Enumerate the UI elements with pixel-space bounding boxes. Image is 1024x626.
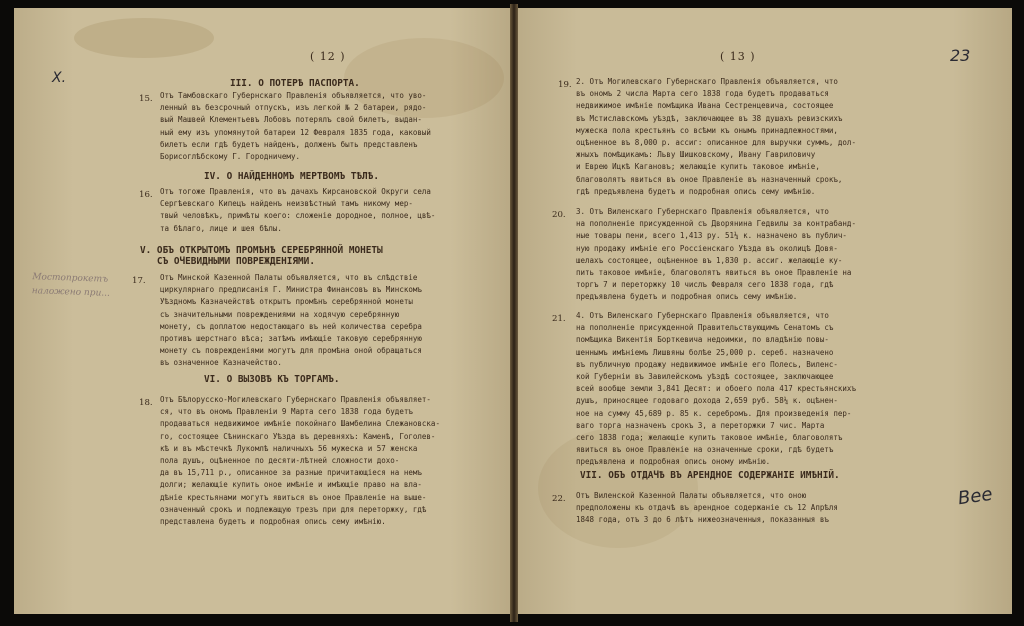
paragraph: 2. Отъ Могилевскаго Губернскаго Правленія объявляется, что въ ономъ 2 числа Марта сего 1838 года будетъ продаваться недвижимое имѣніе помѣщика Ивана Сестренцевича, состоящее въ Мстиславскомъ уѣздѣ, заключающее въ 38 душахъ ревизскихъ мужеска пола крестьянъ со всѣми къ онымъ принадлежностями, оцѣненное въ 8,000 р. ассиг: описанное для выручки суммъ, дол- жныхъ помѣщикамъ: Льву Шишковскому, Ивану Гавриловичу и Еврею Ицкѣ Кагановъ; желающіе купить таковое имѣніе, благоволятъ явиться въ оное Правленіе въ назначенный срокъ, гдѣ предъявлена будетъ и подробная опись сему имѣнію. xyxy=(576,77,856,196)
section-heading: VII. ОБЪ ОТДАЧѢ ВЪ АРЕНДНОЕ СОДЕРЖАНІЕ ИМѢНІЙ. xyxy=(580,470,840,481)
paragraph: Отъ Минской Казенной Палаты объявляется, что въ слѣдствіе циркулярнаго предписанія Г. Министра Финансовъ въ Минскомъ Уѣздномъ Казначействѣ открытъ промѣнъ серебрянной монеты съ значительными повреждениями на ходячую серебрянную монету, съ доплатою недостающаго въ ней количества серебра противъ шерстнаго вѣса; затѣмъ имѣющіе таковую серебрянную монету съ поврежденіями могутъ для промѣна оной обращаться въ означенное Казначейство. xyxy=(160,273,422,368)
handwritten-signature: Bee xyxy=(956,483,994,510)
paragraph: 3. Отъ Виленскаго Губернскаго Правленія объявляется, что на пополненіе присужденной съ Дворянина Гедвилы за контрабанд- ные товары пени, всего 1,413 ру. 51¼ к. назначено въ публич- ную продажу имѣніе его Россіенскаго Уѣзда въ околицѣ Довя- шелахъ состоящее, оцѣненное въ 1,830 р. ассиг. желающіе ку- пить таковое имѣніе, благоволятъ явиться въ оное Правленіе на торгъ 7 и переторжку 10 числъ Февраля сего 1838 года, гдѣ предъявлена будетъ и подробная опись сему имѣнію. xyxy=(576,207,856,302)
item-number: 22. xyxy=(552,494,566,504)
item-number: 19. xyxy=(558,80,572,90)
page-number: ( 13 ) xyxy=(720,50,756,63)
paragraph: Отъ тогоже Правленія, что въ дачахъ Кирсановской Округи села Сергѣевскаго Кипецъ найденъ неизвѣстный тамъ никому мер- твый человѣкъ, примѣты коего: сложеніе дородное, полное, цвѣ- та бѣлаго, лице и шея бѣлы. xyxy=(160,187,436,233)
page-number: ( 12 ) xyxy=(310,50,346,63)
item-number: 21. xyxy=(552,314,566,324)
book-spine xyxy=(510,4,518,622)
paragraph: 4. Отъ Виленскаго Губернскаго Правленія объявляется, что на пополненіе присужденной Правительствующимъ Сенатомъ съ помѣщика Викентія Борткевича недоимки, по владѣнію повы- шеннымъ имѣніемъ Лишвяны болѣе 25,000 р. сереб. назначено въ публичную продажу недвижимое имѣніе его Полесь, Виленс- кой Губерніи въ Завилейскомъ уѣздѣ состоящее, заключающее всей вообще земли 3,841 Десят: и обоего пола 417 крестьянскихъ душъ, приносящее годоваго дохода 2,659 руб. 58¼ к. оцѣнен- ное на сумму 45,689 р. 85 к. серебромъ. Для произведенія пер- ваго торга назначенъ срокъ 3, а переторжки 7 чис. Марта сего 1838 года; желающіе купить таковое имѣніе, благоволятъ явиться въ оное Правленіе на означенные сроки, гдѣ будетъ предъявлена и подробная опись оному имѣнію. xyxy=(576,311,856,467)
item-number: 18. xyxy=(139,398,153,408)
item-number: 17. xyxy=(132,276,146,286)
section-heading: IV. О НАЙДЕННОМЪ МЕРТВОМЪ ТѢЛѢ. xyxy=(204,171,379,182)
margin-handwritten-note: Мостопрокетъ наложено при... xyxy=(31,272,111,299)
paper-stain xyxy=(74,18,214,58)
handwritten-mark: X. xyxy=(52,70,67,86)
section-heading: III. О ПОТЕРѢ ПАСПОРТА. xyxy=(230,78,360,89)
left-page xyxy=(14,8,510,614)
paragraph: Отъ Виленской Казенной Палаты объявляется, что оною предположены къ отдачѣ въ арендное содержаніе съ 12 Апрѣля 1848 года, отъ 3 до 6 лѣтъ нижеозначенныя, показанныя въ xyxy=(576,491,838,525)
handwritten-page-number: 23 xyxy=(950,46,971,65)
section-heading: V. ОБЪ ОТКРЫТОМЪ ПРОМѢНѢ СЕРЕБРЯННОЙ МОНЕТЫ СЪ ОЧЕВИДНЫМИ ПОВРЕЖДЕНІЯМИ. xyxy=(140,245,383,267)
section-heading: VI. О ВЫЗОВѢ КЪ ТОРГАМЪ. xyxy=(204,374,340,385)
item-number: 20. xyxy=(552,210,566,220)
item-number: 16. xyxy=(139,190,153,200)
item-number: 15. xyxy=(139,94,153,104)
right-page xyxy=(518,8,1012,614)
paragraph: Отъ Бѣлорусско-Могилевскаго Губернскаго Правленія объявляет- ся, что въ ономъ Правленіи 9 Марта сего 1838 года будетъ продаваться недвижимое имѣніе покойнаго Шамбелина Слежановска- го, состоящее Сѣнинскаго Уѣзда въ деревняхъ: Каменѣ, Гоголев- кѣ и въ мѣстечкѣ Лукомлѣ наличныхъ 56 мужеска и 57 женска пола душъ, оцѣненное по десяти-лѣтней сложности дохо- да въ 15,711 р., описанное за разные причитающіеся на немъ долги; желающіе купить оное имѣніе и имѣющіе право на вла- дѣніе крестьянами могутъ явиться въ оное Правленіе на выше- означенный срокъ и подлежащую трезъ при для переторжку, гдѣ представлена будетъ и подробная опись сему имѣнію. xyxy=(160,395,440,527)
paragraph: Отъ Тамбовскаго Губернскаго Правленія объявляется, что уво- ленный въ безсрочный отпускъ, изъ легкой № 2 батареи, рядо- вый Машвей Клементьевъ Лобовъ потерялъ свой билетъ, выдан- ный ему изъ упомянутой батареи 12 Февраля 1835 года, каковый билетъ если гдѣ будетъ найденъ, долженъ быть представленъ Борисоглѣбскому Г. Городничему. xyxy=(160,91,431,162)
